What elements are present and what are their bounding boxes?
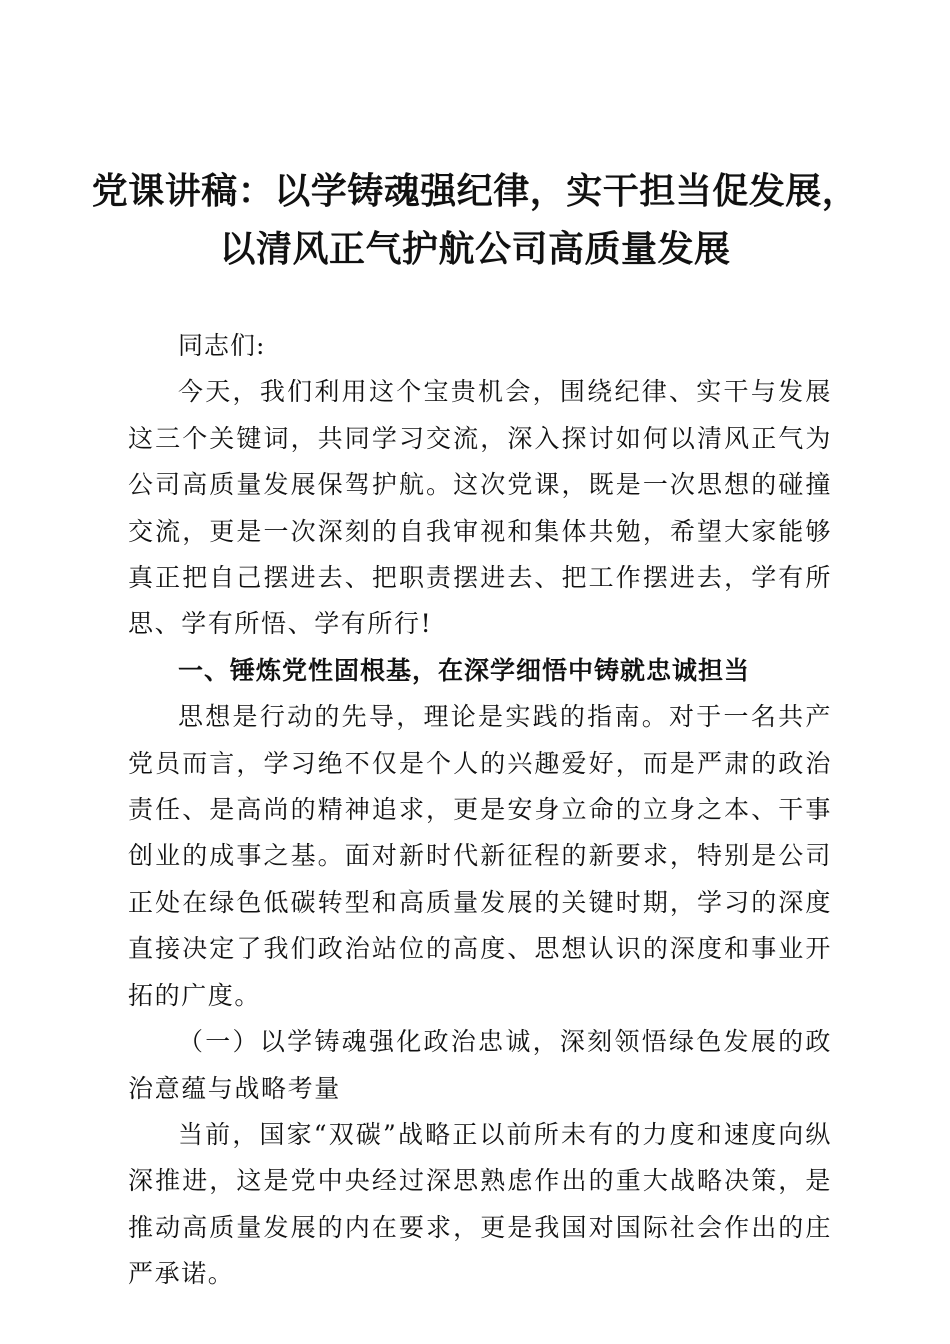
intro-paragraph: 今天，我们利用这个宝贵机会，围绕纪律、实干与发展这三个关键词，共同学习交流，深入探讨如何以清风正气为公司高质量发展保驾护航。这次党课，既是一次思想的碰撞交流，更是一次深刻的自我审视和集体共勉，希望大家能够真正把自己摆进去、把职责摆进去、把工作摆进去，学有所思、学有所悟、学有所行! [128, 377, 832, 639]
title-line-1: 党课讲稿：以学铸魂强纪律，实干担当促发展， [91, 171, 859, 212]
title-line-2: 以清风正气护航公司高质量发展 [219, 229, 731, 270]
document-title [60, 163, 890, 279]
salutation: 同志们: [178, 331, 266, 360]
section-paragraph: 思想是行动的先导，理论是实践的指南。对于一名共产党员而言，学习绝不仅是个人的兴趣爱好，而是严肃的政治责任、是高尚的精神追求，更是安身立命的立身之本、干事创业的成事之基。面对新时代新征程的新要求，特别是公司正处在绿色低碳转型和高质量发展的关键时期，学习的深度直接决定了我们政治站位的高度、思想认识的深度和事业开拓的广度。 [128, 702, 832, 1010]
subsection-paragraph: 当前，国家“双碳”战略正以前所未有的力度和速度向纵深推进，这是党中央经过深思熟虑作出的重大战略决策，是推动高质量发展的内在要求，更是我国对国际社会作出的庄严承诺。 [128, 1119, 832, 1289]
document-body [128, 323, 832, 1298]
subsection-heading: （一）以学铸魂强化政治忠诚，深刻领悟绿色发展的政治意蕴与战略考量 [128, 1027, 832, 1103]
section-heading: 一、锤炼党性固根基，在深学细悟中铸就忠诚担当 [178, 655, 751, 685]
